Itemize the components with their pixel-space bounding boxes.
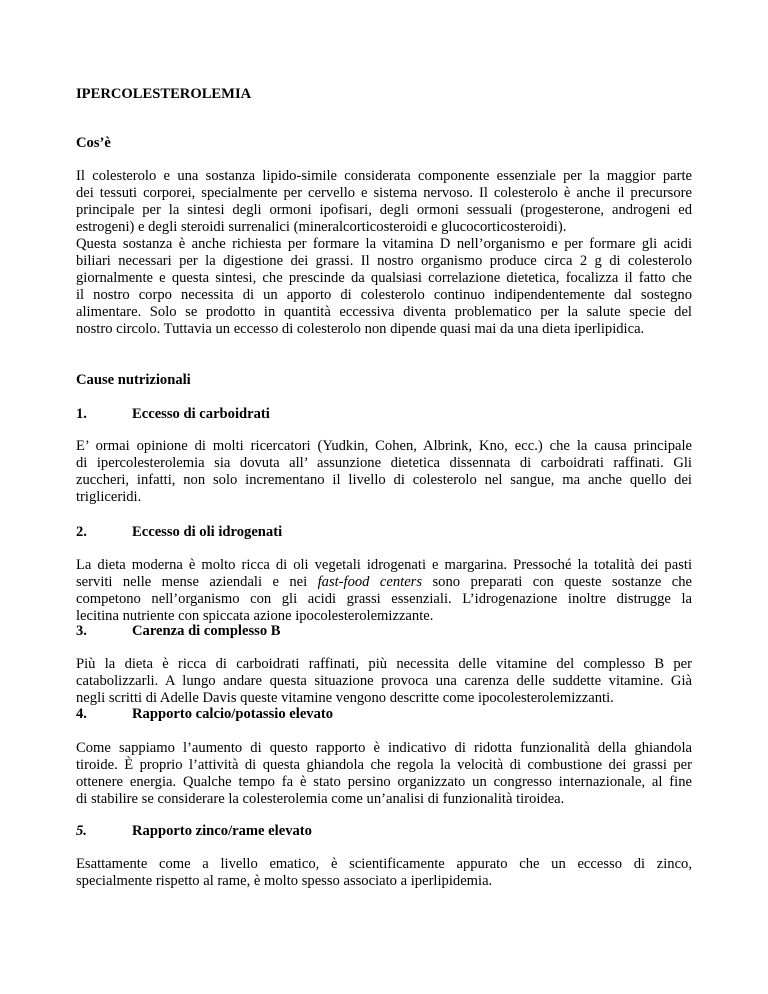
document-page xyxy=(76,0,692,994)
text-segment: sono preparati con queste sostanze che xyxy=(432,574,693,590)
cause-heading-5 xyxy=(76,823,312,840)
cause-title: Rapporto calcio/potassio elevato xyxy=(132,706,334,722)
text-line-with-emphasis xyxy=(76,574,692,591)
text-line: nostro circolo. Tuttavia un eccesso di colesterolo non dipende quasi mai da una dieta iperlipidica. xyxy=(76,321,645,337)
cause-paragraph-5 xyxy=(76,856,692,890)
text-line: lecitina nutriente con spiccata azione ipocolesterolemizzante. xyxy=(76,608,434,624)
section-heading-causes: Cause nutrizionali xyxy=(76,372,191,388)
emphasis-text: fast-food centers xyxy=(317,574,423,590)
text-line: il nostro corpo necessita di un apporto di colesterolo continuo indipendentemente dal sostegno xyxy=(76,287,692,303)
text-line: La dieta moderna è molto ricca di oli vegetali idrogenati e margarina. Pressoché la totalità dei pasti xyxy=(76,557,692,573)
text-line: Il colesterolo e una sostanza lipido-simile considerata componente essenziale per la maggior parte xyxy=(76,168,692,184)
text-line: Più la dieta è ricca di carboidrati raffinati, più necessita delle vitamine del complesso B per xyxy=(76,656,692,672)
text-line: zuccheri, infatti, non solo incrementano il livello di colesterolo nel sangue, ma anche quello dei xyxy=(76,472,692,488)
text-line: dei tessuti corporei, specialmente per cervello e sistema nervoso. Il colesterolo è anche il precursore xyxy=(76,185,692,201)
cause-heading-3 xyxy=(76,623,281,640)
text-line: Questa sostanza è anche richiesta per formare la vitamina D nell’organismo e per formare gli acidi xyxy=(76,236,692,252)
text-line: competono nell’organismo con gli acidi grassi essenziali. L’idrogenazione inoltre distrugge la xyxy=(76,591,692,607)
cause-paragraph-2 xyxy=(76,557,692,625)
cause-title: Carenza di complesso B xyxy=(132,623,281,639)
cause-paragraph-4 xyxy=(76,740,692,808)
text-line: di ipercolesterolemia sia dovuta all’ assunzione dietetica dissennata di carboidrati raffinati. Gli xyxy=(76,455,692,471)
text-line: negli scritti di Adelle Davis queste vitamine vengono descritte come ipocolesterolemizzanti. xyxy=(76,690,614,706)
cause-title: Rapporto zinco/rame elevato xyxy=(132,823,312,839)
cause-heading-1 xyxy=(76,406,270,423)
text-line: ottenere energia. Qualche tempo fa è stato persino organizzato un congresso internazionale, al fine xyxy=(76,774,692,790)
text-line: trigliceridi. xyxy=(76,489,142,505)
text-line: principale per la sintesi degli ormoni ipofisari, degli ormoni sessuali (progesterone, androgeni ed xyxy=(76,202,692,218)
text-line: Esattamente come a livello ematico, è scientificamente appurato che un eccesso di zinco, xyxy=(76,856,692,872)
cause-number: 1. xyxy=(76,406,87,422)
text-line: giornalmente e questa sintesi, che prescinde da qualsiasi correlazione dietetica, focalizza il fatto che xyxy=(76,270,692,286)
text-line: E’ ormai opinione di molti ricercatori (Yudkin, Cohen, Albrink, Kno, ecc.) che la causa principale xyxy=(76,438,692,454)
cause-title: Eccesso di oli idrogenati xyxy=(132,524,283,540)
text-segment: serviti nelle mense aziendali e nei xyxy=(76,574,308,590)
cause-paragraph-3 xyxy=(76,656,692,707)
cause-title: Eccesso di carboidrati xyxy=(132,406,270,422)
text-line: specialmente rispetto al rame, è molto spesso associato a iperlipidemia. xyxy=(76,873,493,889)
text-line: biliari necessari per la digestione dei grassi. Il nostro organismo produce circa 2 g di colesterolo xyxy=(76,253,692,269)
text-line: alimentare. Solo se prodotto in quantità eccessiva diventa problematico per la salute specie del xyxy=(76,304,692,320)
document-title: IPERCOLESTEROLEMIA xyxy=(76,86,252,102)
section-heading-what: Cos’è xyxy=(76,135,111,151)
text-line: di stabilire se considerare la colesterolemia come un’analisi di funzionalità tiroidea. xyxy=(76,791,565,807)
cause-number: 5. xyxy=(76,823,87,839)
paragraph-what xyxy=(76,168,692,338)
text-line: estrogeni) e degli steroidi surrenalici (mineralcorticosteroidi e glucocorticosteroidi). xyxy=(76,219,567,235)
text-line: tiroide. È proprio l’attività di questa ghiandola che regola la velocità di combustione dei grassi per xyxy=(76,757,692,773)
cause-number: 2. xyxy=(76,524,87,540)
cause-heading-4 xyxy=(76,706,333,723)
text-line: Come sappiamo l’aumento di questo rapporto è indicativo di ridotta funzionalità della ghiandola xyxy=(76,740,692,756)
cause-paragraph-1 xyxy=(76,438,692,506)
cause-heading-2 xyxy=(76,524,282,541)
cause-number: 3. xyxy=(76,623,87,639)
cause-number: 4. xyxy=(76,706,87,722)
text-line: catabolizzarli. A lungo andare questa situazione provoca una carenza delle suddette vitamine. Già xyxy=(76,673,692,689)
